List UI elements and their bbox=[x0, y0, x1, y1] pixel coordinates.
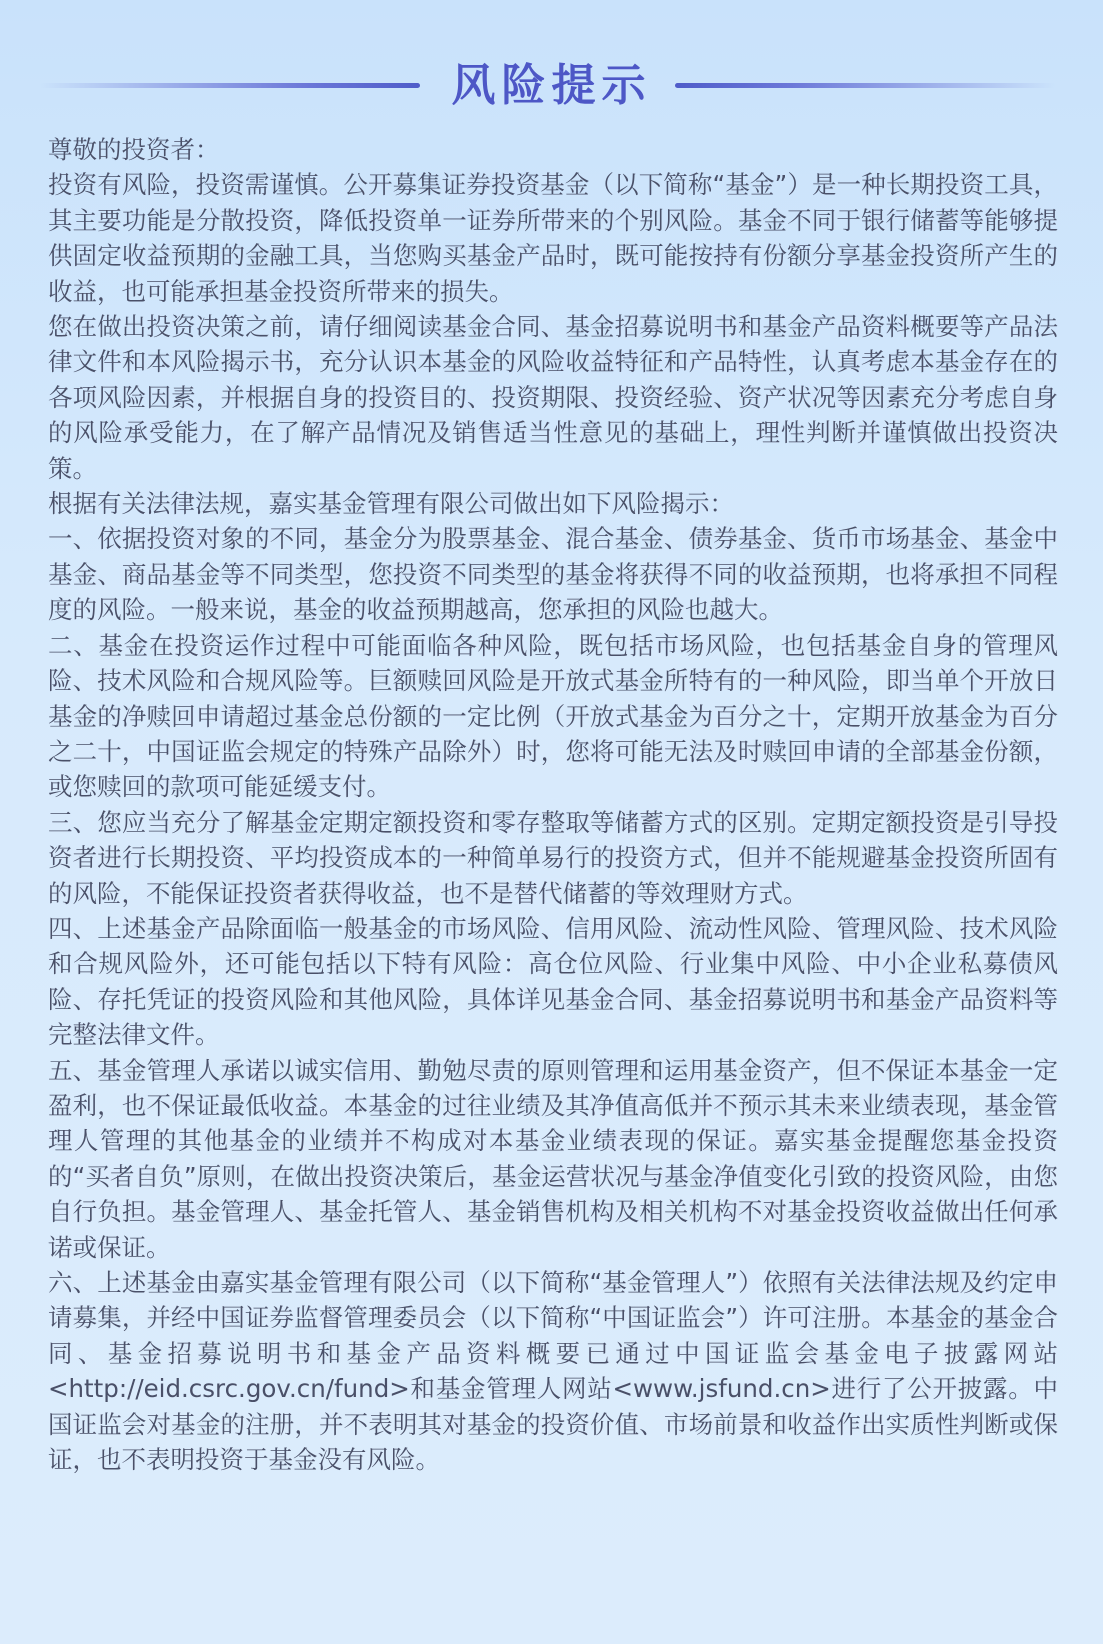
paragraph-item-6: 六、上述基金由嘉实基金管理有限公司（以下简称“基金管理人”）依照有关法律法规及约定申请募集，并经中国证券监督管理委员会（以下简称“中国证监会”）许可注册。本基金的基金合同、基金招募说明书和基金产品资料概要已通过中国证监会基金电子披露网站<http://eid.csrc.gov.cn/fund>和基金管理人网站<www.jsfund.cn>进行了公开披露。中国证监会对基金的注册，并不表明其对基金的投资价值、市场前景和收益作出实质性判断或保证，也不表明投资于基金没有风险。 bbox=[48, 1268, 1058, 1475]
header bbox=[0, 50, 1103, 120]
paragraph-disclosure-lead: 根据有关法律法规，嘉实基金管理有限公司做出如下风险揭示： bbox=[48, 489, 734, 519]
paragraph-item-2: 二、基金在投资运作过程中可能面临各种风险，既包括市场风险，也包括基金自身的管理风险、技术风险和合规风险等。巨额赎回风险是开放式基金所特有的一种风险，即当单个开放日基金的净赎回申请超过基金总份额的一定比例（开放式基金为百分之十，定期开放基金为百分之二十，中国证监会规定的特殊产品除外）时，您将可能无法及时赎回申请的全部基金份额，或您赎回的款项可能延缓支付。 bbox=[48, 630, 1058, 802]
paragraph-item-4: 四、上述基金产品除面临一般基金的市场风险、信用风险、流动性风险、管理风险、技术风险和合规风险外，还可能包括以下特有风险：高仓位风险、行业集中风险、中小企业私募债风险、存托凭证的投资风险和其他风险，具体详见基金合同、基金招募说明书和基金产品资料等完整法律文件。 bbox=[48, 913, 1058, 1050]
page-title: 风险提示 bbox=[451, 60, 652, 111]
paragraph-item-3: 三、您应当充分了解基金定期定额投资和零存整取等储蓄方式的区别。定期定额投资是引导投资者进行长期投资、平均投资成本的一种简单易行的投资方式，但并不能规避基金投资所固有的风险，不能保证投资者获得收益，也不是替代储蓄的等效理财方式。 bbox=[48, 807, 1058, 908]
paragraph-intro: 投资有风险，投资需谨慎。公开募集证券投资基金（以下简称“基金”）是一种长期投资工具，其主要功能是分散投资，降低投资单一证券所带来的个别风险。基金不同于银行储蓄等能够提供固定收益预期的金融工具，当您购买基金产品时，既可能按持有份额分享基金投资所产生的收益，也可能承担基金投资所带来的损失。 bbox=[48, 170, 1058, 306]
paragraph-item-5: 五、基金管理人承诺以诚实信用、勤勉尽责的原则管理和运用基金资产，但不保证本基金一定盈利，也不保证最低收益。本基金的过往业绩及其净值高低并不预示其未来业绩表现，基金管理人管理的其他基金的业绩并不构成对本基金业绩表现的保证。嘉实基金提醒您基金投资的“买者自负”原则，在做出投资决策后，基金运营状况与基金净值变化引致的投资风险，由您自行负担。基金管理人、基金托管人、基金销售机构及相关机构不对基金投资收益做出任何承诺或保证。 bbox=[48, 1055, 1058, 1262]
greeting: 尊敬的投资者： bbox=[48, 135, 220, 164]
title-divider-right bbox=[675, 83, 1055, 88]
risk-disclosure-body bbox=[48, 132, 1058, 1477]
paragraph-decision: 您在做出投资决策之前，请仔细阅读基金合同、基金招募说明书和基金产品资料概要等产品法律文件和本风险揭示书，充分认识本基金的风险收益特征和产品特性，认真考虑本基金存在的各项风险因素，并根据自身的投资目的、投资期限、投资经验、资产状况等因素充分考虑自身的风险承受能力，在了解产品情况及销售适当性意见的基础上，理性判断并谨慎做出投资决策。 bbox=[48, 312, 1058, 483]
paragraph-item-1: 一、依据投资对象的不同，基金分为股票基金、混合基金、债券基金、货币市场基金、基金中基金、商品基金等不同类型，您投资不同类型的基金将获得不同的收益预期，也将承担不同程度的风险。一般来说，基金的收益预期越高，您承担的风险也越大。 bbox=[48, 524, 1058, 625]
